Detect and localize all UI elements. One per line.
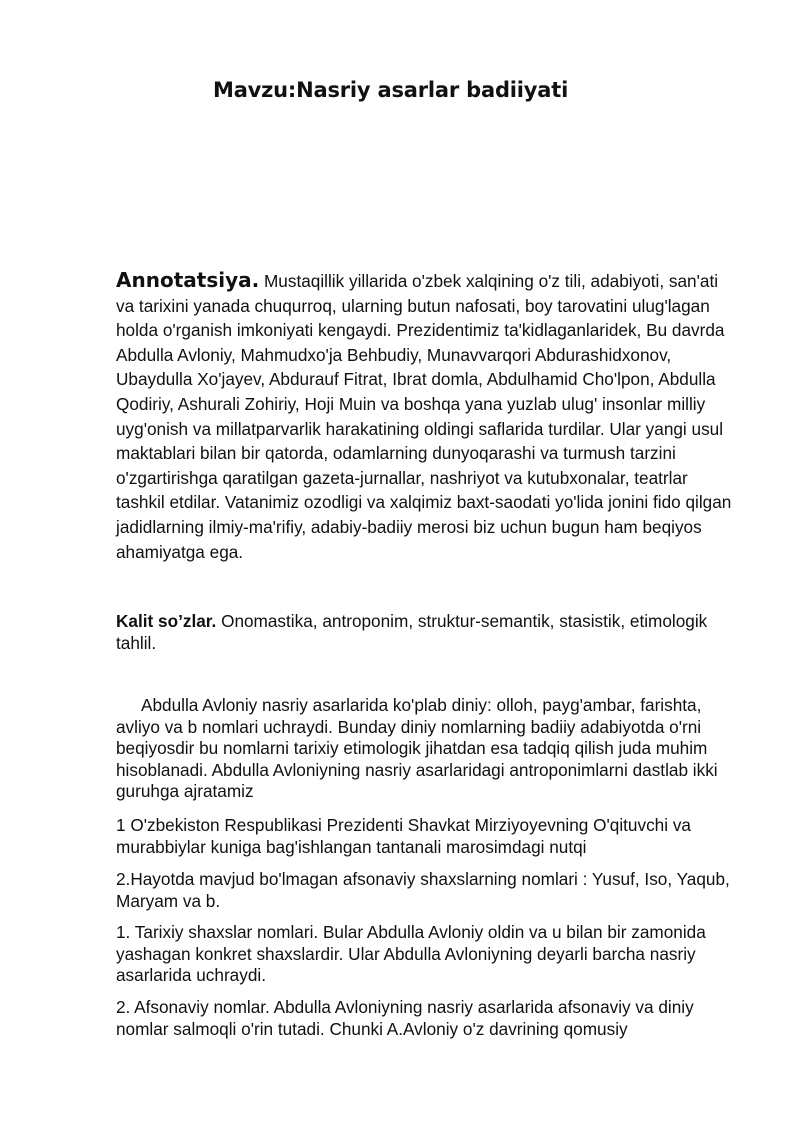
- keywords-heading: Kalit so’zlar.: [116, 611, 217, 631]
- body-paragraph: 2.Hayotda mavjud bo'lmagan afsonaviy shaxslarning nomlari : Yusuf, Iso, Yaqub, Maryam va b.: [116, 869, 730, 911]
- keywords-section: [116, 611, 736, 654]
- footnote-paragraph: 1 O'zbekiston Respublikasi Prezidenti Shavkat Mirziyoyevning O'qituvchi va murabbiylar kuniga bag'ishlangan tantanali marosimdagi nutqi: [116, 815, 691, 857]
- body-paragraph: Abdulla Avloniy nasriy asarlarida ko'plab diniy: olloh, payg'ambar, farishta, avliyo va b nomlari uchraydi. Bunday diniy nomlarning badiiy adabiyotda o'rni beqiyosdir bu nomlarni tarixiy etimologik jihatdan esa tadqiq qilish juda muhim hisoblanadi. Abdulla Avloniyning nasriy asarlaridagi antroponimlarni dastlab ikki guruhga ajratamiz: [116, 695, 718, 801]
- document-title: Mavzu:Nasriy asarlar badiiyati: [213, 78, 569, 102]
- keywords-text: Onomastika, antroponim, struktur-semantik, stasistik, etimologik tahlil.: [116, 611, 708, 653]
- abstract-text: Mustaqillik yillarida o'zbek xalqining o'z tili, adabiyoti, san'ati va tarixini yanada chuqurroq, ularning butun nafosati, boy tarovatini ulug'lagan holda o'rganish imkoniyati kengaydi. Prezidentimiz ta'kidlaganlaridek, Bu davrda Abdulla Avloniy, Mahmudxo'ja Behbudiy, Munavvarqori Abdurashidxonov, Ubaydulla Xo'jayev, Abdurauf Fitrat, Ibrat domla, Abdulhamid Cho'lpon, Abdulla Qodiriy, Ashurali Zohiriy, Hoji Muin va boshqa yana yuzlab ulug' insonlar milliy uyg'onish va millatparvarlik harakatining oldingi saflarida turdilar. Ular yangi usul maktablari bilan bir qatorda, odamlarning dunyoqarashi va turmush tarzini o'zgartirishga qaratilgan gazeta-jurnallar, nashriyot va kutubxonalar, teatrlar tashkil etdilar. Vatanimiz ozodligi va xalqimiz baxt-saodati yo'lida jonini fido qilgan jadidlarning ilmiy-ma'rifiy, adabiy-badiiy merosi biz uchun bugun ham beqiyos ahamiyatga ega.: [116, 271, 732, 562]
- body-paragraph: 2. Afsonaviy nomlar. Abdulla Avloniyning nasriy asarlarida afsonaviy va diniy nomlar salmoqli o'rin tutadi. Chunki A.Avloniy o'z davrining qomusiy: [116, 997, 694, 1039]
- body-paragraph: 1. Tarixiy shaxslar nomlari. Bular Abdulla Avloniy oldin va u bilan bir zamonida yashagan konkret shaxslardir. Ular Abdulla Avloniyning deyarli barcha nasriy asarlarida uchraydi.: [116, 922, 706, 985]
- abstract-heading: Annotatsiya.: [116, 268, 260, 292]
- abstract-section: [116, 268, 736, 564]
